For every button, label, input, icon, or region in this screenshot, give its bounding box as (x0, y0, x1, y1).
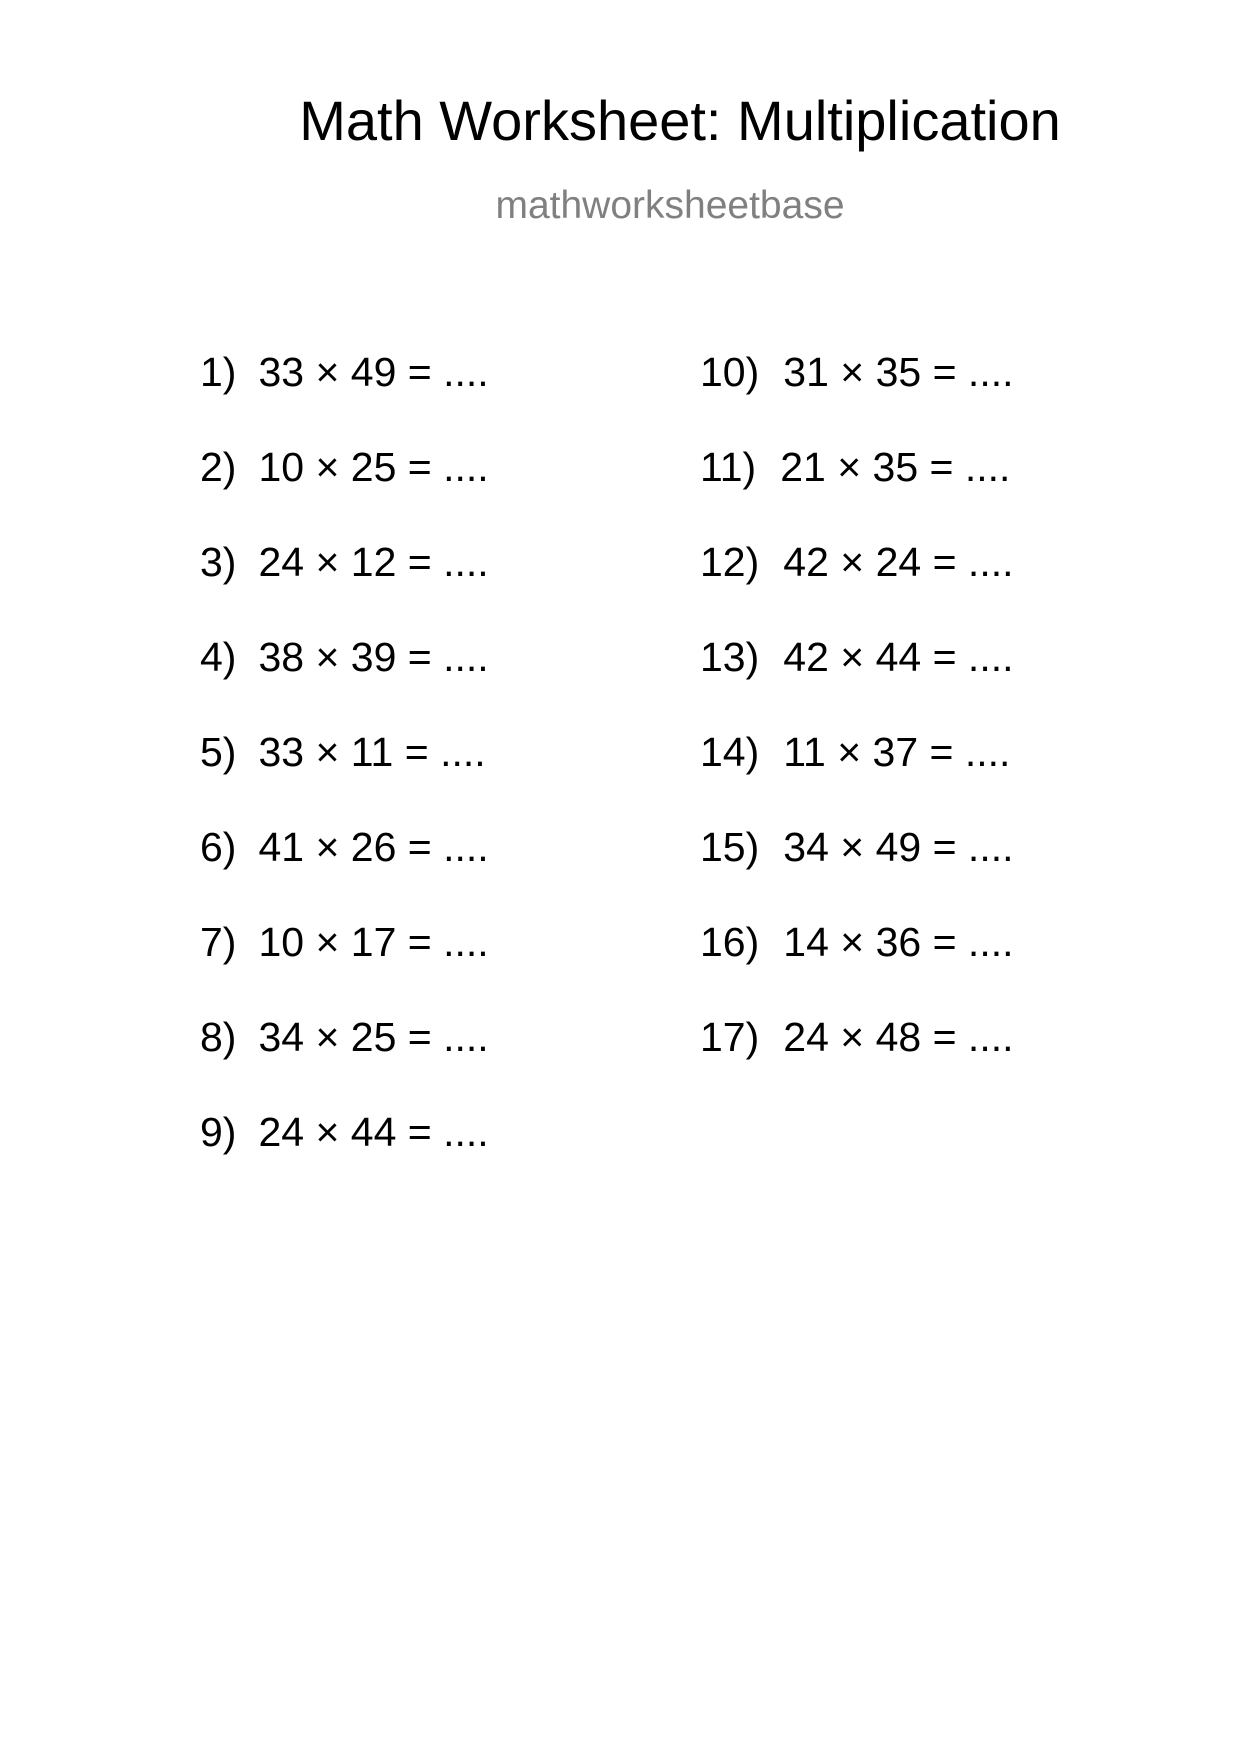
problem-number: 15) (700, 824, 760, 870)
problem-item (700, 634, 1014, 732)
problem-item (700, 824, 1014, 922)
problem-number: 11) (700, 444, 757, 490)
problem-item (200, 349, 489, 447)
page-title: Math Worksheet: Multiplication (299, 89, 1061, 152)
problem-item (700, 444, 1014, 542)
problem-item (200, 634, 489, 732)
problem-number: 9) (200, 1109, 237, 1155)
problem-item (700, 919, 1014, 1017)
problem-expression: 10 × 25 = .... (258, 444, 489, 490)
problem-number: 8) (200, 1014, 237, 1060)
problem-item (700, 539, 1014, 637)
problem-item (200, 539, 489, 637)
problem-item (700, 1014, 1014, 1112)
problem-list-left (200, 349, 489, 1207)
problem-item (200, 1014, 489, 1112)
problem-item (200, 729, 489, 827)
problem-expression: 11 × 37 = .... (783, 729, 1011, 775)
problem-item (700, 729, 1014, 827)
problem-number: 14) (700, 729, 760, 775)
problem-expression: 34 × 25 = .... (258, 1014, 489, 1060)
problem-item (200, 824, 489, 922)
problem-expression: 10 × 17 = .... (258, 919, 489, 965)
problem-number: 1) (200, 349, 237, 395)
problem-expression: 21 × 35 = .... (780, 444, 1011, 490)
problem-number: 4) (200, 634, 237, 680)
problem-number: 7) (200, 919, 237, 965)
problem-expression: 33 × 11 = .... (258, 729, 486, 775)
problem-expression: 33 × 49 = .... (258, 349, 489, 395)
problem-expression: 24 × 12 = .... (258, 539, 489, 585)
problem-expression: 41 × 26 = .... (258, 824, 489, 870)
problem-expression: 14 × 36 = .... (783, 919, 1014, 965)
problem-number: 16) (700, 919, 760, 965)
problem-number: 17) (700, 1014, 760, 1060)
problem-item (200, 919, 489, 1017)
page-subtitle: mathworksheetbase (495, 184, 845, 227)
problem-expression: 31 × 35 = .... (783, 349, 1014, 395)
problem-number: 10) (700, 349, 760, 395)
problem-number: 2) (200, 444, 237, 490)
problem-item (200, 1109, 489, 1207)
problem-number: 13) (700, 634, 760, 680)
problem-number: 6) (200, 824, 237, 870)
problem-expression: 24 × 44 = .... (258, 1109, 489, 1155)
problem-expression: 34 × 49 = .... (783, 824, 1014, 870)
problem-expression: 38 × 39 = .... (258, 634, 489, 680)
problem-expression: 42 × 24 = .... (783, 539, 1014, 585)
problem-item (700, 349, 1014, 447)
problem-item (200, 444, 489, 542)
problem-list-right (700, 349, 1014, 1112)
problem-expression: 42 × 44 = .... (783, 634, 1014, 680)
problem-number: 5) (200, 729, 237, 775)
problem-number: 3) (200, 539, 237, 585)
problem-expression: 24 × 48 = .... (783, 1014, 1014, 1060)
problem-number: 12) (700, 539, 760, 585)
